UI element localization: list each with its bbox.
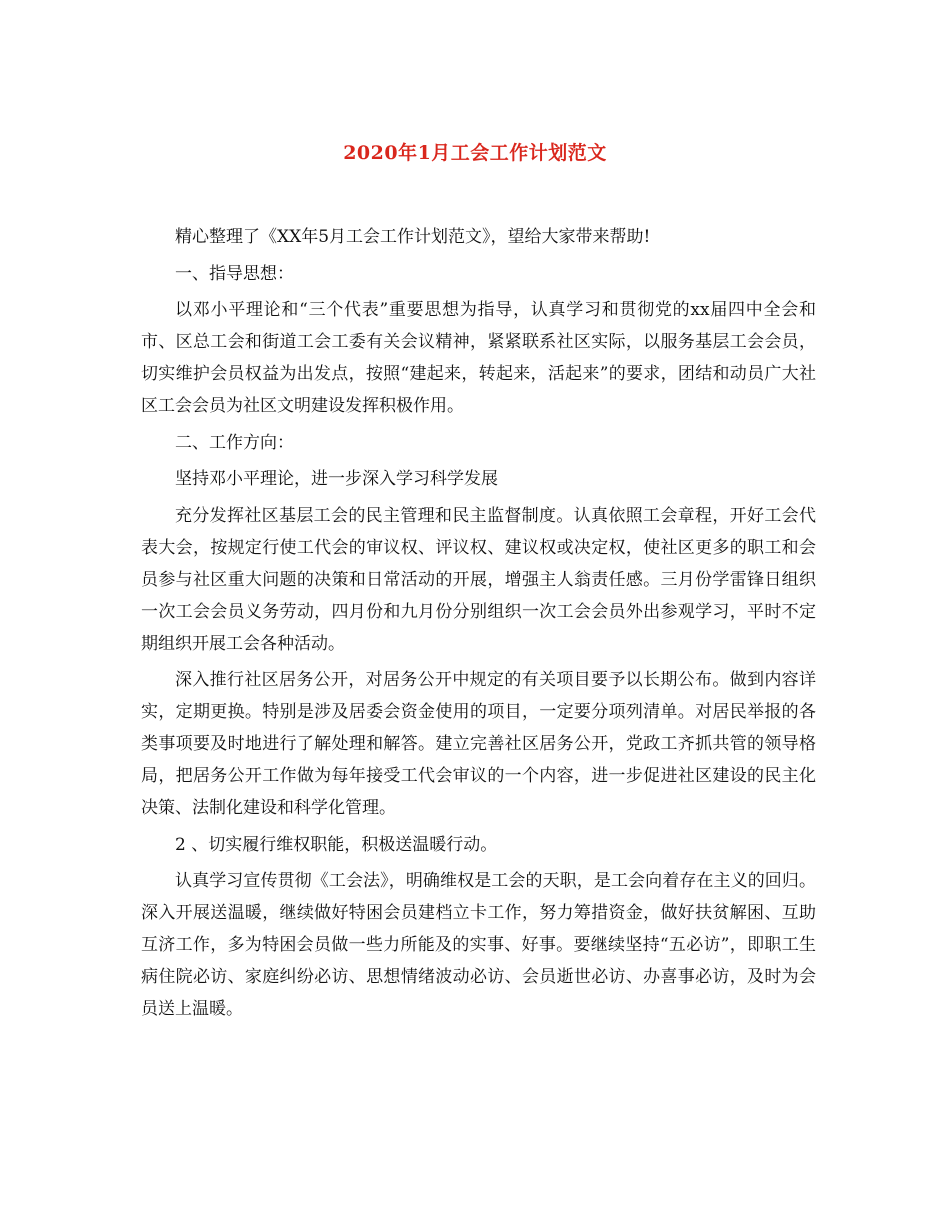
guiding-ideology-paragraph: 以邓小平理论和“三个代表”重要思想为指导，认真学习和贯彻党的xx届四中全会和市、区总工会和街道工会工委有关会议精神，紧紧联系社区实际，以服务基层工会会员，切实维护会员权益为出发点，按照“建起来，转起来，活起来”的要求，团结和动员广大社区工会会员为社区文明建设发挥积极作用。 bbox=[141, 300, 816, 416]
work-direction-subheading: 坚持邓小平理论，进一步深入学习科学发展 bbox=[175, 469, 498, 489]
document-body bbox=[141, 221, 816, 1030]
section-heading-guiding-ideology: 一、指导思想： bbox=[175, 263, 294, 284]
affairs-disclosure-paragraph: 深入推行社区居务公开，对居务公开中规定的有关项目要予以长期公布。做到内容详实，定期更换。特别是涉及居委会资金使用的项目，一定要分项列清单。对居民举报的各类事项要及时地进行了解处理和解答。建立完善社区居务公开，党政工齐抓共管的领导格局，把居务公开工作做为每年接受工代会审议的一个内容，进一步促进社区建设的民主化决策、法制化建设和科学化管理。 bbox=[141, 670, 816, 818]
document-title: 2020年1月工会工作计划范文 bbox=[343, 142, 607, 164]
section-heading-work-direction: 二、工作方向： bbox=[175, 432, 294, 453]
rights-protection-paragraph: 认真学习宣传贯彻《工会法》，明确维权是工会的天职，是工会向着存在主义的回归。深入开展送温暖，继续做好特困会员建档立卡工作，努力筹措资金，做好扶贫解困、互助互济工作，多为特困会员做一些力所能及的实事、好事。要继续坚持“五必访”，即职工生病住院必访、家庭纠纷必访、思想情绪波动必访、会员逝世必访、办喜事必访，及时为会员送上温暖。 bbox=[141, 871, 816, 1019]
rights-protection-heading: 2 、切实履行维权职能，积极送温暖行动。 bbox=[175, 834, 498, 855]
democratic-management-paragraph: 充分发挥社区基层工会的民主管理和民主监督制度。认真依照工会章程，开好工会代表大会，按规定行使工代会的审议权、评议权、建议权或决定权，使社区更多的职工和会员参与社区重大问题的决策和日常活动的开展，增强主人翁责任感。三月份学雷锋日组织一次工会会员义务劳动，四月份和九月份分别组织一次工会会员外出参观学习，平时不定期组织开展工会各种活动。 bbox=[141, 505, 816, 654]
intro-paragraph: 精心整理了《XX年5月工会工作计划范文》，望给大家带来帮助! bbox=[175, 227, 651, 247]
